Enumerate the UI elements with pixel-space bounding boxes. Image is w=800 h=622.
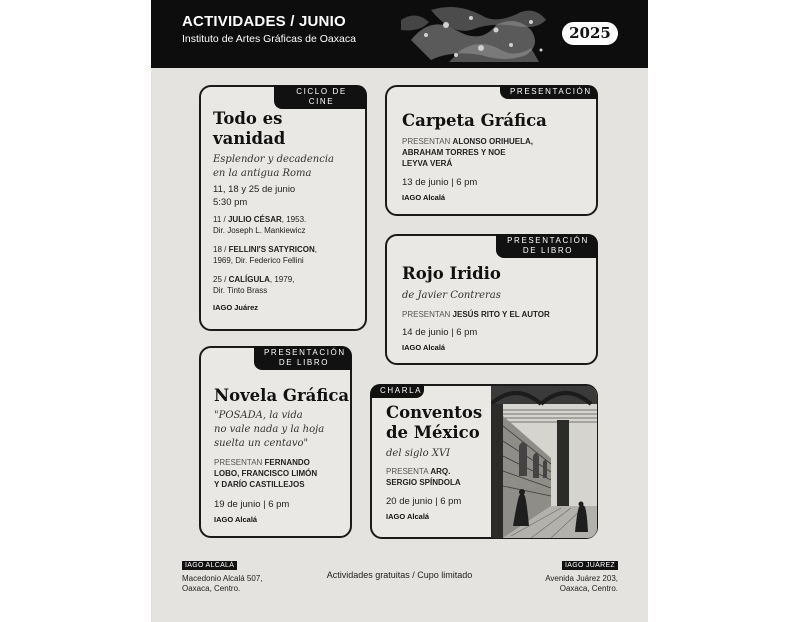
presenter-names-line-2: SERGIO SPÍNDOLA bbox=[386, 478, 461, 487]
footer-address-alcala-line-1: Macedonio Alcalá 507, bbox=[182, 574, 263, 583]
presenter-names-line-3: Y DARÍO CASTILLEJOS bbox=[214, 480, 305, 489]
presenter-names: JESÚS RITO Y EL AUTOR bbox=[452, 310, 550, 319]
card-presenters bbox=[402, 137, 533, 147]
card-location: IAGO Alcalá bbox=[402, 193, 446, 202]
presenter-names: FERNANDO bbox=[264, 458, 310, 467]
footer-address-alcala-line-2: Oaxaca, Centro. bbox=[182, 584, 241, 593]
header-title: ACTIVIDADES / JUNIO bbox=[182, 13, 346, 30]
card-date: 20 de junio | 6 pm bbox=[386, 496, 462, 507]
card-quote-line-3: suelta un centavo" bbox=[214, 438, 309, 449]
card-location: IAGO Alcalá bbox=[386, 512, 430, 521]
footer-address-juarez-line-1: Avenida Juárez 203, bbox=[545, 574, 618, 583]
presenter-names-line-2: ABRAHAM TORRES Y NOE bbox=[402, 148, 506, 157]
header-subtitle: Instituto de Artes Gráficas de Oaxaca bbox=[182, 33, 356, 45]
card-dates: 11, 18 y 25 de junio bbox=[213, 184, 296, 195]
card-title: Carpeta Gráfica bbox=[402, 111, 547, 130]
footer-location-tag-alcala: IAGO ALCALÁ bbox=[182, 561, 237, 570]
footer-address-juarez-line-2: Oaxaca, Centro. bbox=[559, 584, 618, 593]
film-director: Dir. Joseph L. Mankiewicz bbox=[213, 226, 306, 235]
presenter-prefix: PRESENTAN bbox=[402, 137, 451, 146]
film-year: , 1979, bbox=[269, 275, 295, 284]
presenter-names: ARQ. bbox=[430, 467, 451, 476]
presenter-prefix: PRESENTAN bbox=[214, 458, 263, 467]
convent-engraving-image bbox=[491, 386, 597, 538]
footer-location-tag-juarez: IAGO JUÁREZ bbox=[562, 561, 618, 570]
card-novela-grafica bbox=[199, 346, 352, 538]
card-quote-line-1: "POSADA, la vida bbox=[214, 410, 303, 421]
film-name: JULIO CÉSAR bbox=[227, 215, 282, 224]
film-item bbox=[213, 245, 317, 255]
film-name: FELLINI'S SATYRICON bbox=[228, 245, 315, 254]
card-carpeta bbox=[385, 85, 598, 216]
film-name: CALÍGULA bbox=[228, 275, 270, 284]
card-presenters bbox=[386, 467, 450, 477]
card-time: 5:30 pm bbox=[213, 197, 248, 208]
presenter-prefix: PRESENTA bbox=[386, 467, 429, 476]
card-location: IAGO Juárez bbox=[213, 303, 259, 312]
footer-note: Actividades gratuitas / Cupo limitado bbox=[326, 570, 473, 580]
film-year: , bbox=[314, 245, 318, 254]
card-location: IAGO Alcalá bbox=[402, 343, 446, 352]
film-director: Dir. Tinto Brass bbox=[213, 286, 268, 295]
card-tag: CICLO DE CINE bbox=[274, 85, 367, 109]
card-tag bbox=[496, 234, 598, 258]
film-num: 11 / bbox=[213, 215, 228, 224]
card-tag-line-2: DE LIBRO bbox=[278, 358, 330, 367]
card-subtitle: de Javier Contreras bbox=[402, 290, 501, 301]
card-tag-line-1: PRESENTACIÓN bbox=[507, 236, 589, 245]
header-band bbox=[151, 0, 648, 68]
card-cine bbox=[199, 85, 367, 331]
card-rojo-iridio bbox=[385, 234, 598, 365]
card-quote-line-2: no vale nada y la hoja bbox=[214, 424, 325, 435]
card-subtitle: del siglo XVI bbox=[386, 448, 451, 459]
presenter-names-line-3: LEYVA VERÁ bbox=[402, 159, 453, 168]
ink-texture-graphic bbox=[401, 0, 561, 68]
film-director: 1969, Dir. Federico Fellini bbox=[213, 256, 304, 265]
card-date: 14 de junio | 6 pm bbox=[402, 327, 478, 338]
card-date: 19 de junio | 6 pm bbox=[214, 499, 290, 510]
presenter-names-line-2: LOBO, FRANCISCO LIMÓN bbox=[214, 469, 318, 478]
film-num: 18 / bbox=[213, 245, 229, 254]
presenter-names: ALONSO ORIHUELA, bbox=[452, 137, 533, 146]
card-tag bbox=[254, 346, 352, 370]
film-year: , 1953. bbox=[281, 215, 307, 224]
card-subtitle-line-1: Esplendor y decadencia bbox=[213, 154, 335, 165]
card-title-line-1: Todo es bbox=[213, 109, 283, 128]
card-title: Novela Gráfica bbox=[214, 386, 350, 405]
card-title-line-2: vanidad bbox=[213, 129, 286, 148]
card-tag: PRESENTACIÓN bbox=[500, 85, 598, 99]
card-title-line-1: Conventos bbox=[386, 403, 483, 422]
presenter-prefix: PRESENTAN bbox=[402, 310, 451, 319]
film-item bbox=[213, 215, 306, 225]
card-tag-line-2: DE LIBRO bbox=[522, 246, 574, 255]
card-date: 13 de junio | 6 pm bbox=[402, 177, 478, 188]
film-num: 25 / bbox=[213, 275, 229, 284]
card-presenters bbox=[214, 458, 310, 468]
card-conventos bbox=[370, 384, 598, 539]
card-presenters bbox=[402, 310, 550, 320]
year-badge: 2025 bbox=[562, 22, 618, 45]
card-tag-line-1: PRESENTACIÓN bbox=[264, 348, 346, 357]
card-title-line-2: de México bbox=[386, 423, 480, 442]
card-location: IAGO Alcalá bbox=[214, 515, 258, 524]
poster bbox=[151, 0, 648, 622]
card-subtitle-line-2: en la antigua Roma bbox=[213, 168, 312, 179]
card-title: Rojo Iridio bbox=[402, 264, 501, 283]
film-item bbox=[213, 275, 294, 285]
card-tag: CHARLA bbox=[370, 384, 424, 398]
